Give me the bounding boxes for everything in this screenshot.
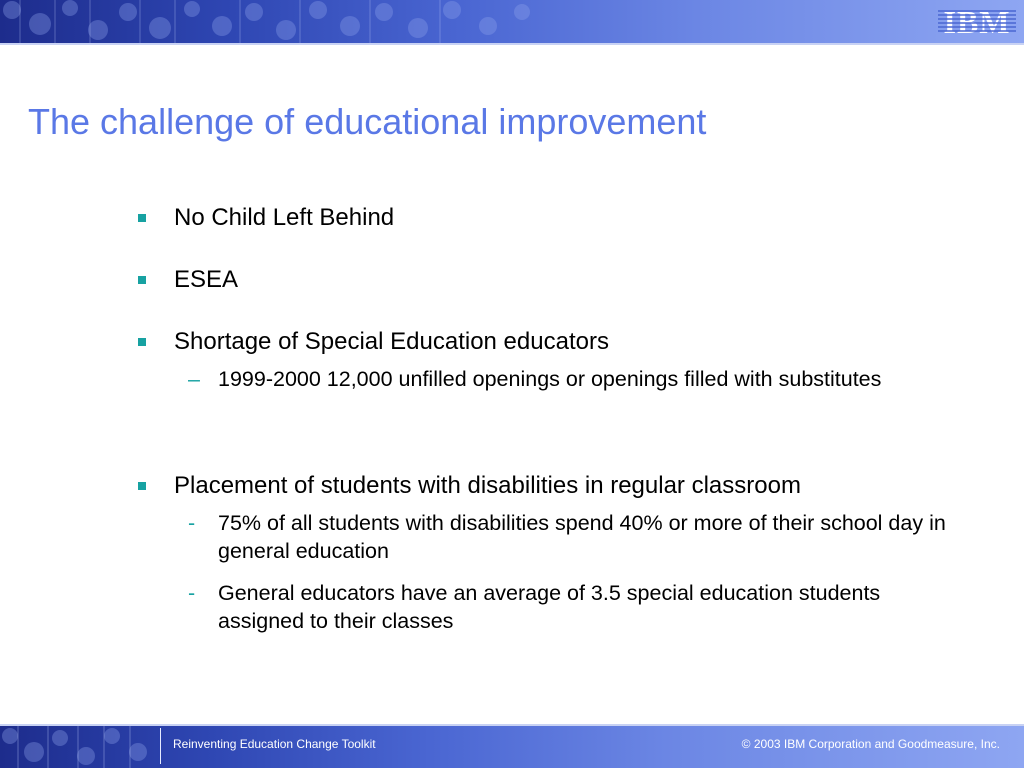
sub-bullet-item — [188, 365, 948, 393]
square-bullet-icon — [138, 338, 146, 346]
square-bullet-icon — [138, 214, 146, 222]
ibm-logo-text: IBM — [943, 4, 1011, 39]
sub-bullet-text: 75% of all students with disabilities spend 40% or more of their school day in general education — [218, 511, 946, 563]
sub-bullet-item — [188, 579, 948, 635]
square-bullet-icon — [138, 482, 146, 490]
footer-bar — [0, 726, 1024, 768]
ibm-logo-icon — [938, 3, 1016, 39]
footer-copyright: © 2003 IBM Corporation and Goodmeasure, Inc. — [741, 737, 1000, 751]
footer-pattern — [0, 726, 170, 768]
bullet-text: Shortage of Special Education educators — [174, 328, 609, 355]
sub-bullet-item — [188, 509, 948, 565]
footer-toolkit-title: Reinventing Education Change Toolkit — [173, 737, 376, 751]
bullet-text: Placement of students with disabilities in regular classroom — [174, 472, 801, 499]
bullet-text: ESEA — [174, 266, 239, 293]
dash-marker: - — [188, 511, 196, 535]
slide-title: The challenge of educational improvement — [28, 101, 707, 142]
bullet-text: No Child Left Behind — [174, 204, 395, 231]
dash-marker: – — [188, 367, 200, 391]
dash-marker: - — [188, 581, 196, 605]
top-banner — [0, 0, 1024, 43]
sub-bullet-text: 1999-2000 12,000 unfilled openings or openings filled with substitutes — [218, 367, 882, 391]
square-bullet-icon — [138, 276, 146, 284]
banner-divider — [0, 43, 1024, 45]
banner-pattern — [0, 0, 560, 43]
footer-separator — [160, 728, 161, 764]
sub-bullet-text: General educators have an average of 3.5 special education students assigned to their classes — [218, 581, 881, 633]
